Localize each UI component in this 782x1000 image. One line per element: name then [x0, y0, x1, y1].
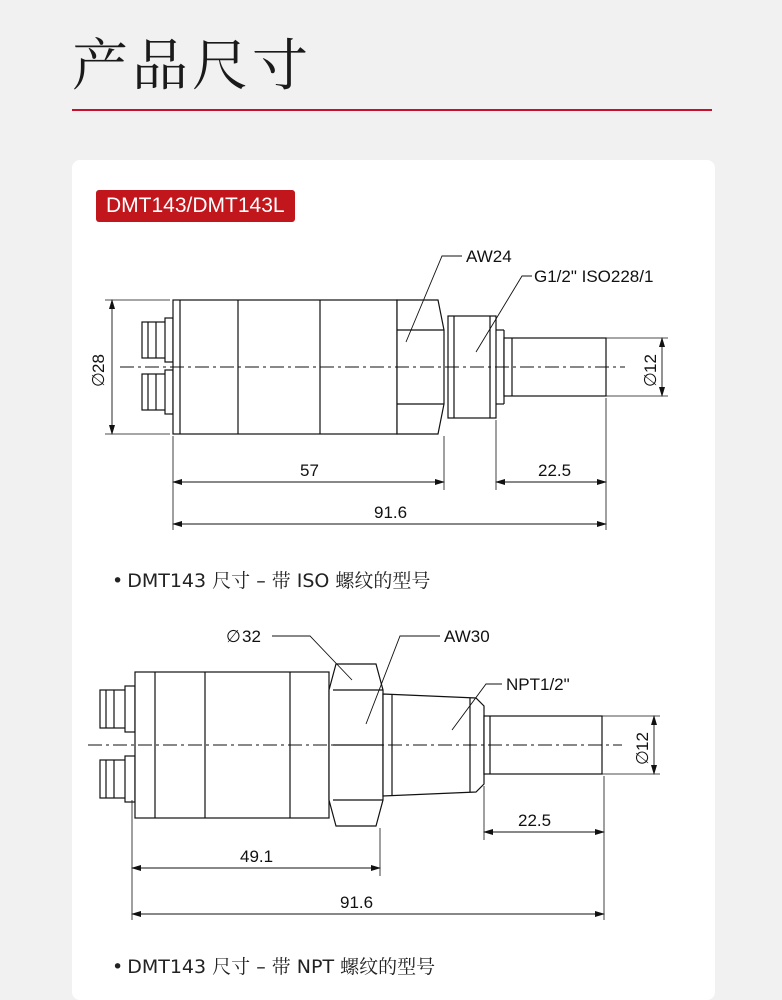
connector-bottom-2	[100, 756, 135, 802]
page-title: 产品尺寸	[72, 34, 312, 99]
caption-iso-text: DMT143 尺寸 – 带 ISO 螺纹的型号	[127, 570, 431, 592]
dim-57: 57	[300, 461, 319, 480]
dim-dia-28: 28	[89, 354, 108, 373]
label-thread-iso: G1/2" ISO228/1	[534, 267, 654, 286]
bullet-dot: •	[112, 956, 124, 978]
connector-top-2	[100, 686, 135, 732]
label-dia-32: 32	[242, 627, 261, 646]
dia-symbol-12: ∅	[641, 372, 660, 387]
dim-dia-12-b: 12	[633, 732, 652, 751]
dim-91-6-b: 91.6	[340, 893, 374, 912]
drawing-npt-thread	[88, 636, 660, 920]
caption-npt	[112, 952, 435, 979]
label-aw30: AW30	[444, 627, 490, 646]
dim-22-5-b: 22.5	[518, 811, 552, 830]
drawing-iso-thread	[105, 256, 668, 530]
caption-iso	[112, 566, 430, 593]
dim-49-1: 49.1	[240, 847, 274, 866]
bullet-dot: •	[112, 570, 124, 592]
dim-22-5: 22.5	[538, 461, 572, 480]
connector-top	[142, 318, 173, 362]
connector-bottom	[142, 370, 173, 414]
label-thread-npt: NPT1/2"	[506, 675, 570, 694]
caption-npt-text: DMT143 尺寸 – 带 NPT 螺纹的型号	[127, 956, 436, 978]
dim-91-6: 91.6	[374, 503, 408, 522]
dia-symbol-28: ∅	[89, 372, 108, 387]
model-badge: DMT143/DMT143L	[96, 190, 295, 222]
label-aw24: AW24	[466, 247, 512, 266]
dia-symbol-32: ∅	[226, 627, 241, 646]
dia-symbol-12-b: ∅	[633, 750, 652, 765]
dim-dia-12: 12	[641, 354, 660, 373]
